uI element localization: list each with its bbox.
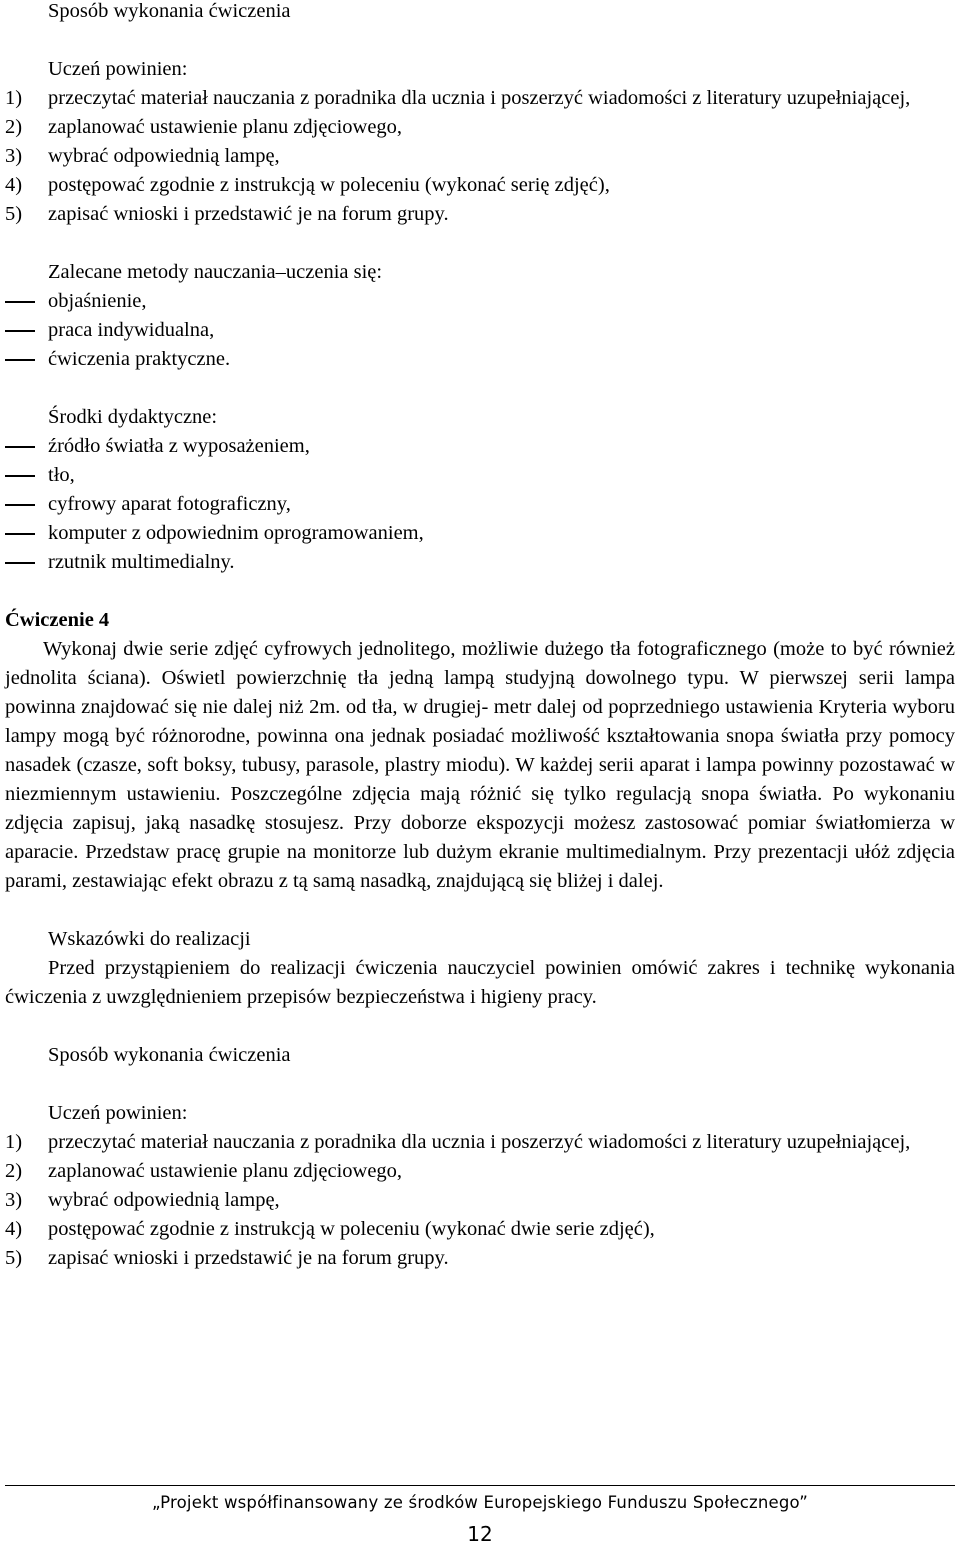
item-text: przeczytać materiał nauczania z poradnika dla ucznia i poszerzyć wiadomości z literatury uzupełniającej, [48,87,911,109]
item-number: 2) [5,116,23,138]
item-text: postępować zgodnie z instrukcją w poleceniu (wykonać dwie serie zdjęć), [48,1218,655,1240]
item-text: komputer z odpowiednim oprogramowaniem, [48,522,424,544]
item-number: 5) [5,203,23,225]
list-item [5,84,955,113]
list-item [5,142,955,171]
list-item [5,490,955,519]
exercise-title: Ćwiczenie 4 [5,609,110,631]
means-list [5,432,955,577]
dash-bullet-icon [5,504,35,506]
dash-bullet-icon [5,359,35,361]
list-item [5,316,955,345]
item-text: ćwiczenia praktyczne. [48,348,231,370]
item-number: 5) [5,1247,23,1269]
list-item [5,1186,955,1215]
dash-bullet-icon [5,533,35,535]
item-number: 1) [5,1131,23,1153]
item-number: 2) [5,1160,23,1182]
item-text: rzutnik multimedialny. [48,551,235,573]
item-number: 4) [5,174,23,196]
item-text: przeczytać materiał nauczania z poradnika dla ucznia i poszerzyć wiadomości z literatury uzupełniającej, [48,1131,911,1153]
hints-heading: Wskazówki do realizacji [48,928,251,950]
section-heading: Sposób wykonania ćwiczenia [48,0,291,22]
item-text: objaśnienie, [48,290,147,312]
item-text: postępować zgodnie z instrukcją w poleceniu (wykonać serię zdjęć), [48,174,610,196]
list-item [5,461,955,490]
list-item [5,171,955,200]
section-intro: Uczeń powinien: [48,58,188,80]
item-number: 3) [5,145,23,167]
item-text: cyfrowy aparat fotograficzny, [48,493,291,515]
methods-heading: Zalecane metody nauczania–uczenia się: [48,261,383,283]
list-item [5,345,955,374]
item-text: zaplanować ustawienie planu zdjęciowego, [48,1160,403,1182]
steps-list [5,84,955,229]
list-item [5,432,955,461]
item-text: wybrać odpowiednią lampę, [48,145,280,167]
dash-bullet-icon [5,301,35,303]
item-number: 4) [5,1218,23,1240]
item-text: zaplanować ustawienie planu zdjęciowego, [48,116,403,138]
item-text: tło, [48,464,75,486]
exercise-body: Wykonaj dwie serie zdjęć cyfrowych jednolitego, możliwie dużego tła fotograficznego (może to być również jednolita ściana). Oświetl powierzchnię tła jedną lampą studyjną dowolnego typu. W pierwszej serii lampa powinna znajdować się nie dalej niż 2m. od tła, w drugiej- metr dalej od poprzedniego ustawienia Kryteria wyboru lampy mogą być różnorodne, powinna ona jednak posiadać możliwość kształtowania snopa światła przy pomocy nasadek (czasze, soft boksy, tubusy, parasole, plastry miodu). W każdej serii aparat i lampa powinny pozostawać w niezmiennym ustawieniu. Poszczególne zdjęcia mają różnić się tylko regulacją snopa światła. Po wykonaniu zdjęcia zapisuj, jaką nasadkę stosujesz. Przy doborze ekspozycji możesz zastosować pomiar światłomierza w aparacie. Przedstaw pracę grupie na monitorze lub dużym ekranie multimedialnym. Przy prezentacji ułóż zdjęcia parami, zestawiając efekt obrazu z tą samą nasadką, znajdującą się bliżej i dalej. [5,638,955,892]
item-text: źródło światła z wyposażeniem, [48,435,310,457]
item-text: praca indywidualna, [48,319,215,341]
dash-bullet-icon [5,475,35,477]
dash-bullet-icon [5,562,35,564]
item-number: 1) [5,87,23,109]
page-number: 12 [467,1522,493,1546]
list-item [5,113,955,142]
dash-bullet-icon [5,446,35,448]
list-item [5,200,955,229]
item-number: 3) [5,1189,23,1211]
section-intro: Uczeń powinien: [48,1102,188,1124]
item-text: zapisać wnioski i przedstawić je na forum grupy. [48,1247,449,1269]
document-page [5,0,955,1273]
list-item [5,1128,955,1157]
item-text: zapisać wnioski i przedstawić je na forum grupy. [48,203,449,225]
section-heading: Sposób wykonania ćwiczenia [48,1044,291,1066]
list-item [5,1215,955,1244]
list-item [5,287,955,316]
list-item [5,1157,955,1186]
footer-funding-note: „Projekt współfinansowany ze środków Europejskiego Funduszu Społecznego” [152,1493,808,1512]
item-text: wybrać odpowiednią lampę, [48,1189,280,1211]
list-item [5,519,955,548]
methods-list [5,287,955,374]
hints-body: Przed przystąpieniem do realizacji ćwiczenia nauczyciel powinien omówić zakres i technikę wykonania ćwiczenia z uwzględnieniem przepisów bezpieczeństwa i higieny pracy. [5,957,955,1008]
means-heading: Środki dydaktyczne: [48,406,218,428]
dash-bullet-icon [5,330,35,332]
list-item [5,1244,955,1273]
steps-list [5,1128,955,1273]
list-item [5,548,955,577]
